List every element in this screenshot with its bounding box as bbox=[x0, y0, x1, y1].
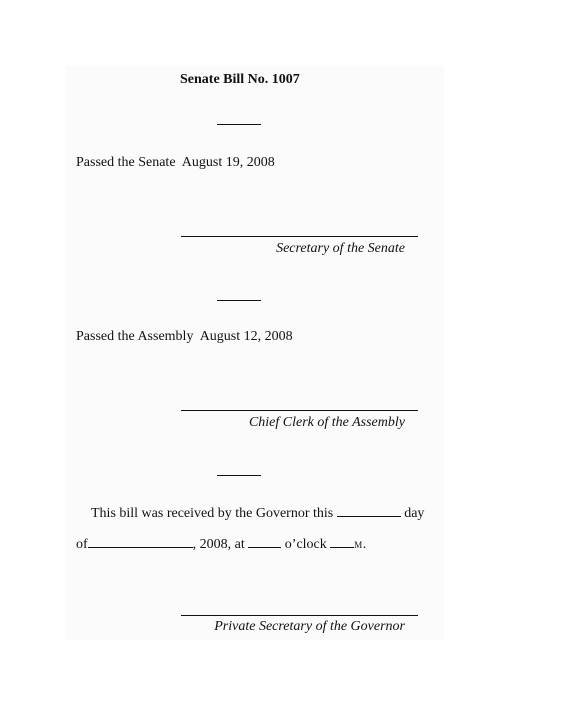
separator-line bbox=[217, 475, 261, 476]
received-day-blank[interactable] bbox=[337, 504, 401, 517]
senate-passed-line bbox=[76, 155, 275, 171]
assembly-signature-line bbox=[181, 410, 418, 411]
received-month-blank[interactable] bbox=[88, 535, 193, 548]
separator-line bbox=[217, 300, 261, 301]
governor-date-line bbox=[76, 535, 366, 553]
received-hour-blank[interactable] bbox=[248, 535, 281, 548]
separator-line bbox=[217, 124, 261, 125]
received-ampm-blank[interactable] bbox=[330, 535, 354, 548]
governor-secretary-signature-line bbox=[181, 615, 418, 616]
assembly-passed-label: Passed the Assembly bbox=[76, 329, 194, 344]
assembly-signer-title: Chief Clerk of the Assembly bbox=[248, 415, 405, 430]
governor-secretary-title: Private Secretary of the Governor bbox=[214, 619, 405, 634]
governor-received-line bbox=[91, 504, 424, 522]
senate-passed-date: August 19, 2008 bbox=[181, 155, 275, 170]
senate-signature-line bbox=[181, 236, 418, 237]
assembly-passed-line bbox=[76, 329, 293, 345]
governor-received-text: This bill was received by the Governor this bbox=[91, 506, 334, 521]
senate-signer-title: Secretary of the Senate bbox=[276, 241, 405, 256]
year-text: , 2008, at bbox=[192, 537, 245, 552]
of-label: of bbox=[76, 537, 88, 552]
period-text: . bbox=[362, 537, 367, 552]
document-page bbox=[66, 66, 444, 640]
bill-title: Senate Bill No. 1007 bbox=[180, 72, 300, 87]
assembly-passed-date: August 12, 2008 bbox=[199, 329, 293, 344]
senate-passed-label: Passed the Senate bbox=[76, 155, 176, 170]
meridiem-text: M bbox=[354, 540, 363, 550]
oclock-text: o’clock bbox=[284, 537, 327, 552]
day-label: day bbox=[404, 506, 425, 521]
